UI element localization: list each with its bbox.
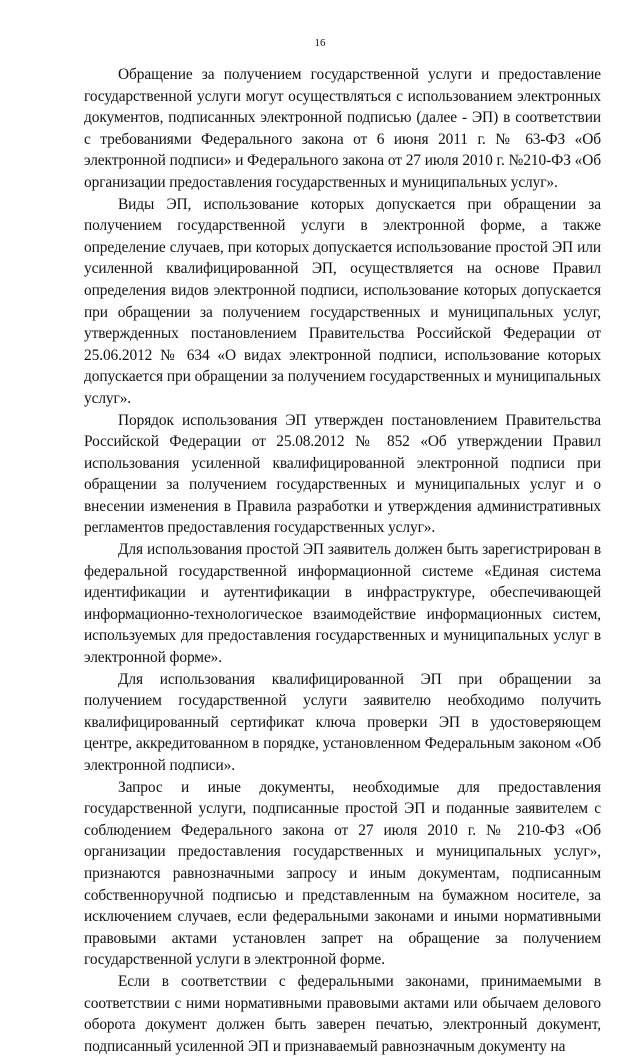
paragraph-signature-procedure: Порядок использования ЭП утвержден постановлением Правительства Российской Федерации от 25.08.2012 № 852 «Об утверждении Правил использования усиленной квалифицированной электронной подписи при обращении за получением государственных и муниципальных услуг и о внесении изменения в Правила разработки и утверждения административных регламентов предоставления государственных услуг».: [84, 411, 601, 537]
document-body: [84, 64, 601, 1057]
paragraph-electronic-documents: Обращение за получением государственной услуги и предоставление государственной услуги могут осуществляться с использованием электронных документов, подписанных электронной подписью (далее - ЭП) в соответствии с требованиями Федерального закона от 6 июня 2011 г. № 63-ФЗ «Об электронной подписи» и Федерального закона от 27 июля 2010 г. №210-ФЗ «Об организации предоставления государственных и муниципальных услуг».: [84, 66, 601, 191]
paragraph-qualified-signature: Для использования квалифицированной ЭП при обращении за получением государственной услуги заявителю необходимо получить квалифицированный сертификат ключа проверки ЭП в удостоверяющем центре, аккредитованном в порядке, установленном Федеральным законом «Об электронной подписи».: [84, 670, 601, 774]
paragraph-signature-types: Виды ЭП, использование которых допускается при обращении за получением государственной услуги в электронной форме, а также определение случаев, при которых допускается использование простой ЭП или усиленной квалифицированной ЭП, осуществляется на основе Правил определения видов электронной подписи, использование которых допускается при обращении за получением государственных и муниципальных услуг, утвержденных постановлением Правительства Российской Федерации от 25.06.2012 № 634 «О видах электронной подписи, использование которых допускается при обращении за получением государственных и муниципальных услуг».: [84, 195, 601, 407]
page-number: 16: [314, 37, 326, 49]
paragraph-simple-signature: Для использования простой ЭП заявитель должен быть зарегистрирован в федеральной государственной информационной системе «Единая система идентификации и аутентификации в инфраструктуре, обеспечивающей информационно-технологическое взаимодействие информационных систем, используемых для предоставления государственных и муниципальных услуг в электронной форме».: [84, 541, 601, 667]
paragraph-seal-requirement: Если в соответствии с федеральными законами, принимаемыми в соответствии с ними нормативными правовыми актами или обычаем делового оборота документ должен быть заверен печатью, электронный документ, подписанный усиленной ЭП и признаваемый равнозначным документу на: [84, 972, 601, 1055]
paragraph-request-documents: Запрос и иные документы, необходимые для предоставления государственной услуги, подписанные простой ЭП и поданные заявителем с соблюдением Федерального закона от 27 июля 2010 г. № 210-ФЗ «Об организации предоставления государственных и муниципальных услуг», признаются равнозначными запросу и иным документам, подписанным собственноручной подписью и представленным на бумажном носителе, за исключением случаев, если федеральными законами и иными нормативными правовыми актами установлен запрет на обращение за получением государственной услуги в электронной форме.: [84, 778, 601, 969]
